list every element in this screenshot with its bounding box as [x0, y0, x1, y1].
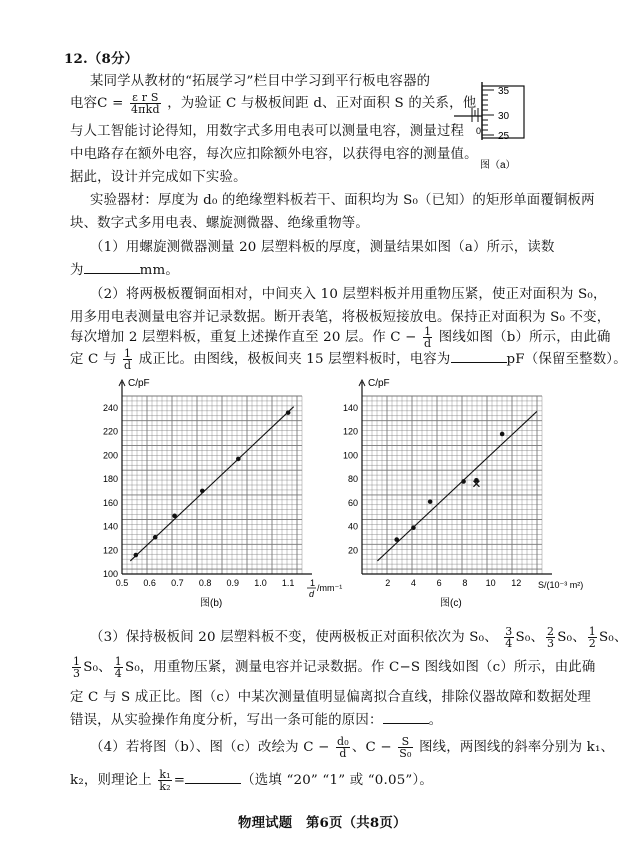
y-tick-label: 60: [347, 497, 358, 508]
part3-line-3: 定 C 与 S 成正比。图（c）中某次测量值明显偏离拟合直线，排除仪器故障和数据处理: [70, 690, 592, 705]
intro-line-1: 某同学从教材的“拓展学习”栏目中学习到平行板电容器的: [90, 74, 431, 89]
materials-line-2: 块、数字式多用电表、螺旋测微器、绝缘重物等。: [70, 216, 369, 231]
x-tick-label: 10: [485, 578, 496, 588]
y-tick-label: 180: [102, 474, 118, 485]
grid: [362, 396, 542, 574]
capacitance-formula: $\frac{\text{ε r S}}{\text{4πkd}}$: [130, 91, 160, 116]
data-point: [286, 410, 291, 415]
data-point: [153, 535, 158, 540]
micrometer-label-25: 25: [498, 131, 510, 142]
chart-c: [322, 368, 584, 618]
y-tick-label: 40: [347, 521, 358, 532]
x-tick-label: 8: [462, 578, 468, 588]
part4-line-2: k₂，则理论上 $\frac{\text{k₁}}{\text{k₂}}$ = （选填 “20” “1” 或 “0.05”）。: [70, 768, 433, 793]
y-tick-label: 160: [102, 497, 118, 508]
chart-b: [82, 368, 343, 618]
answer-blank-2[interactable]: [451, 350, 507, 363]
x-tick-label: 4: [410, 578, 416, 588]
x-tick-label: 1.0: [254, 578, 267, 588]
materials-line-1: 实验器材：厚度为 d₀ 的绝缘塑料板若干、面积均为 S₀（已知）的矩形单面覆铜板两: [90, 193, 595, 208]
micrometer-label-35: 35: [498, 86, 510, 97]
y-tick-label: 140: [102, 521, 118, 532]
part4-line-1: （4）若将图（b）、图（c）改绘为 C − $\frac{\text{d₀}}{d}$ 、C − $\frac{S}{\text{S₀}}$ 图线，两图线的斜率分别为 k₁、: [90, 735, 615, 760]
part2-line-1: （2）将两极板覆铜面相对，中间夹入 10 层塑料板并用重物压紧，使正对面积为 S₀，: [90, 287, 607, 302]
y-tick-label: 100: [102, 569, 118, 579]
y-tick-label: 120: [102, 545, 118, 556]
y-tick-label: 140: [342, 402, 358, 413]
intro-line-3: 与人工智能讨论得知，用数字式多用电表可以测量电容，测量过程: [70, 124, 465, 139]
answer-blank-1[interactable]: [84, 261, 140, 274]
x-tick-label: 0.9: [226, 578, 240, 588]
micrometer-zero: 0: [476, 126, 482, 136]
grid: [122, 396, 302, 574]
micrometer-figure: [450, 76, 550, 176]
data-point: [411, 525, 416, 530]
x-tick-label: 12: [511, 578, 522, 588]
part2-line-4: 定 C 与 $\frac{1}{d}$ 成正比。由图线，极板间夹 15 层塑料板时，电容为 pF（保留至整数）。: [70, 347, 627, 372]
figure-a-caption: 图（a）: [480, 160, 516, 171]
y-axis-label: C/pF: [368, 378, 390, 389]
chart-caption: 图(c): [440, 598, 462, 609]
part2-line-2: 用多用电表测量电容并记录数据。断开表笔，将极板短接放电。保持正对面积为 S₀ 不变，: [70, 310, 611, 325]
data-point: [461, 479, 466, 484]
data-point: [428, 499, 433, 504]
y-tick-label: 220: [102, 426, 118, 437]
part1-line-1: （1）用螺旋测微器测量 20 层塑料板的厚度，测量结果如图（a）所示，读数: [90, 240, 555, 255]
intro-line-4: 中电路存在额外电容，每次应扣除额外电容，以获得电容的测量值。: [70, 147, 478, 162]
micrometer-label-30: 30: [498, 111, 510, 122]
data-point: [134, 553, 139, 558]
x-tick-label: 0.6: [143, 578, 156, 588]
question-number: 12.（8分）: [64, 51, 139, 67]
intro-line-5: 据此，设计并完成如下实验。: [70, 170, 247, 185]
x-axis-label: S/(10⁻³ m²): [538, 580, 584, 590]
x-axis-label-unit: /mm⁻¹: [317, 583, 343, 593]
part3-line-4: 错误，从实验操作角度分析，写出一条可能的原因： 。: [70, 713, 443, 728]
answer-blank-4[interactable]: [185, 771, 241, 784]
y-tick-label: 20: [347, 545, 358, 556]
intro-line-2: 电容C = $\frac{\text{ε r S}}{\text{4πkd}}$ ，为验证 C 与极板间距 d、正对面积 S 的关系，他: [70, 91, 477, 116]
answer-blank-3[interactable]: [383, 711, 429, 724]
x-tick-label: 0.5: [115, 578, 129, 588]
data-point: [172, 514, 177, 519]
x-tick-label: 6: [436, 578, 442, 588]
data-point: [394, 537, 399, 542]
data-point: [500, 432, 505, 437]
x-tick-label: 1.1: [281, 578, 295, 588]
data-point: [200, 489, 205, 494]
x-tick-label: 0.8: [198, 578, 212, 588]
part3-line-2: $\frac{1}{3}$ S₀、 $\frac{1}{4}$ S₀，用重物压紧，测量电容并记录数据。作 C−S 图线如图（c）所示，由此确: [73, 655, 596, 680]
y-tick-label: 200: [102, 450, 118, 461]
x-axis-label-den: d: [309, 589, 315, 599]
data-point: [236, 457, 241, 462]
y-tick-label: 80: [347, 474, 358, 485]
x-axis-label-num: 1: [310, 578, 316, 588]
part2-line-3: 每次增加 2 层塑料板，重复上述操作直至 20 层。作 C − $\frac{1}{d}$ 图线如图（b）所示，由此确: [70, 325, 611, 350]
y-tick-label: 100: [342, 450, 358, 461]
part3-line-1: （3）保持极板间 20 层塑料板不变，使两极板正对面积依次为 S₀、 $\frac{3}{4}$ S₀、 $\frac{2}{3}$ S₀、 $\frac{1}{2}$ S₀、: [90, 625, 628, 650]
y-axis-label: C/pF: [128, 378, 150, 389]
y-tick-label: 120: [342, 426, 358, 437]
x-tick-label: 2: [385, 578, 391, 588]
y-tick-label: 240: [102, 402, 118, 413]
chart-caption: 图(b): [200, 598, 223, 609]
page-footer: 物理试题 第6页（共8页）: [238, 815, 407, 831]
x-tick-label: 0.7: [171, 578, 184, 588]
part1-line-2: 为 mm。: [70, 263, 179, 278]
